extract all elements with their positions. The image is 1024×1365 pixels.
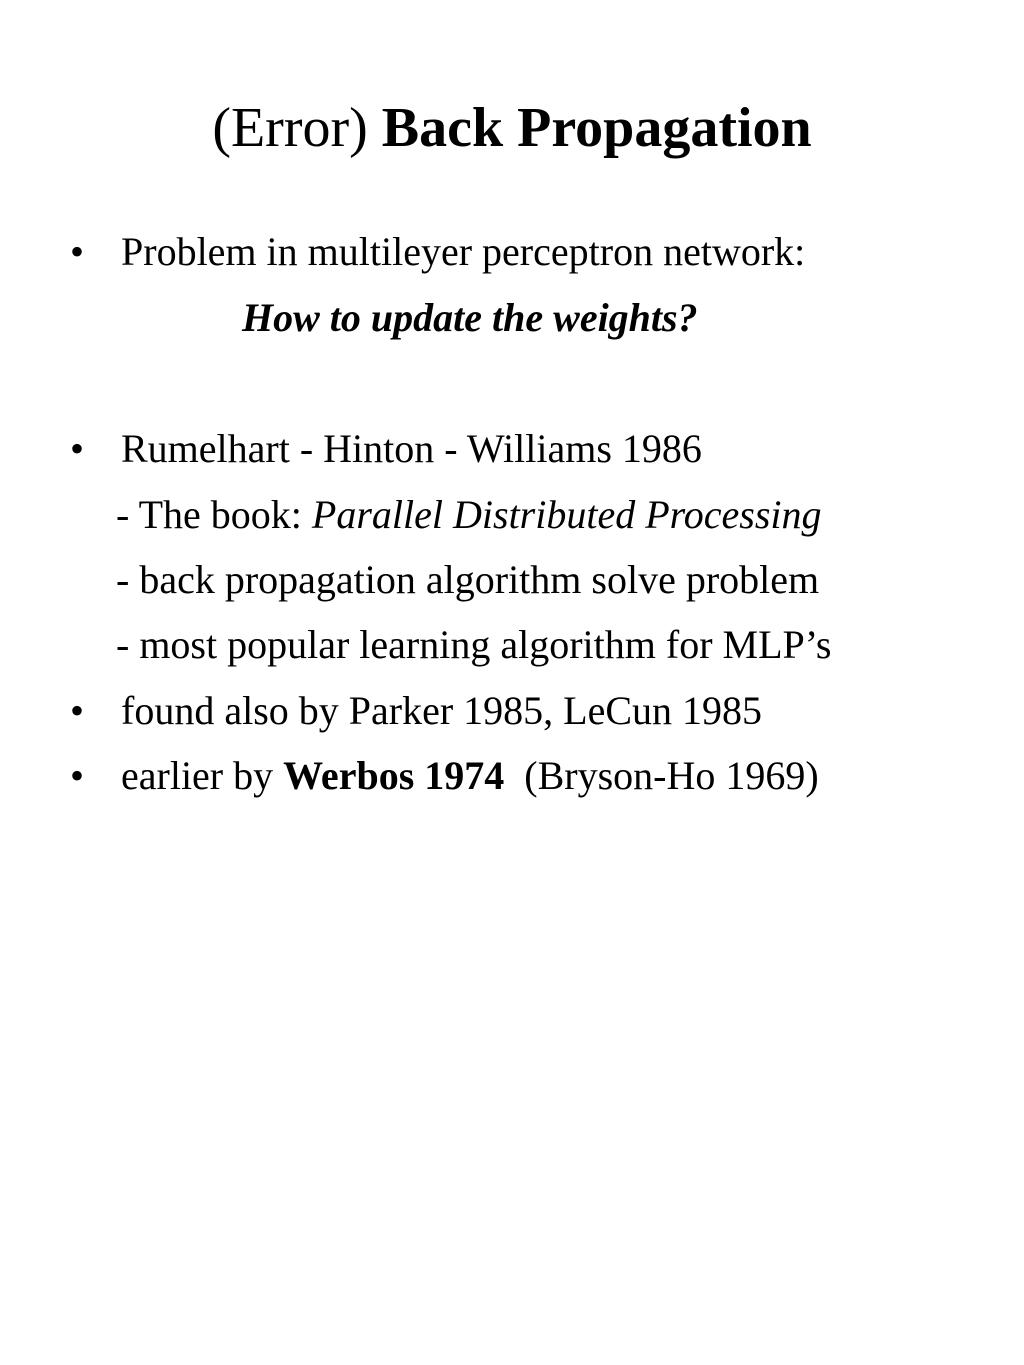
book-title: Parallel Distributed Processing (311, 492, 822, 537)
bullet-marker: • (70, 753, 85, 798)
bullet-marker: • (70, 229, 85, 274)
bullet-marker: • (70, 688, 85, 733)
slide-title (0, 95, 1024, 161)
subitem-popular: - most popular learning algorithm for MLP’s (116, 622, 832, 667)
bullet-text-earlier (121, 752, 819, 800)
bullet-marker: • (70, 426, 85, 471)
bullet-text-found: found also by Parker 1985, LeCun 1985 (121, 688, 763, 733)
title-main: Back Propagation (381, 97, 812, 159)
title-prefix: (Error) (212, 97, 382, 159)
earlier-suffix: (Bryson-Ho 1969) (504, 753, 819, 798)
subitem-algorithm: - back propagation algorithm solve problem (116, 557, 820, 602)
subitem-book (116, 491, 822, 539)
werbos-bold: Werbos 1974 (283, 753, 505, 798)
question-text: How to update the weights? (242, 295, 698, 340)
subitem-book-prefix: - The book: (116, 492, 312, 537)
bullet-text-problem: Problem in multileyer perceptron network: (121, 229, 806, 274)
earlier-prefix: earlier by (121, 753, 284, 798)
bullet-text-authors: Rumelhart - Hinton - Williams 1986 (121, 426, 702, 471)
